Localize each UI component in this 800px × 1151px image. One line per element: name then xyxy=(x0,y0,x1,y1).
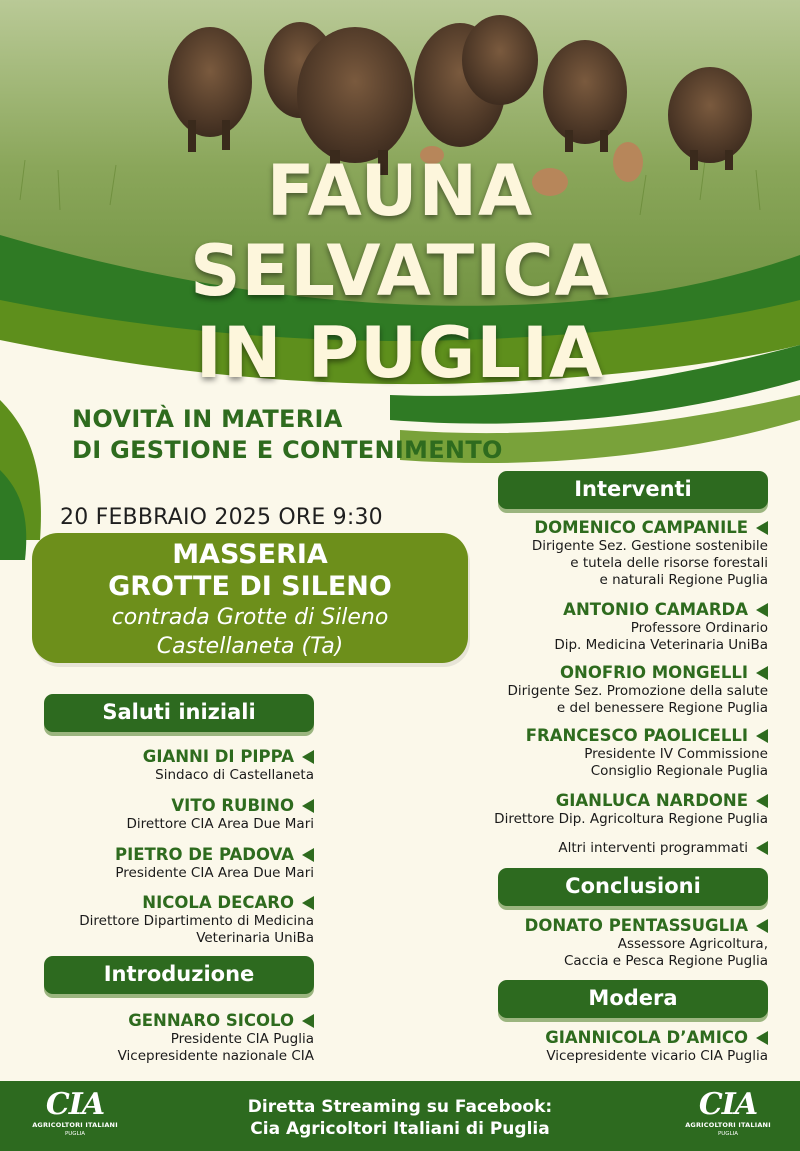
speaker-vito-rubino xyxy=(40,795,314,833)
speaker-name: DONATO PENTASSUGLIA xyxy=(440,915,768,936)
speaker-role: Direttore Dipartimento di Medicina Veterinaria UniBa xyxy=(79,913,314,946)
triangle-marker-icon xyxy=(756,603,768,617)
speaker-giannicola-damico xyxy=(440,1027,768,1065)
speaker-onofrio-mongelli xyxy=(440,662,768,717)
triangle-marker-icon xyxy=(302,750,314,764)
speaker-name: VITO RUBINO xyxy=(40,795,314,816)
venue-name-line-1: MASSERIA xyxy=(172,539,328,570)
speaker-name: DOMENICO CAMPANILE xyxy=(440,517,768,538)
cia-logo-text: AGRICOLTORI ITALIANI xyxy=(685,1121,771,1129)
cia-logo-text: AGRICOLTORI ITALIANI xyxy=(32,1121,118,1129)
speaker-role: Direttore CIA Area Due Mari xyxy=(126,816,314,832)
speaker-name: GIANLUCA NARDONE xyxy=(440,790,768,811)
facebook-page-name: Cia Agricoltori Italiani di Puglia xyxy=(250,1119,550,1139)
speaker-role: Presidente IV Commissione Consiglio Regionale Puglia xyxy=(584,746,768,779)
speaker-gennaro-sicolo xyxy=(40,1010,314,1065)
venue-address-line-2: Castellaneta (Ta) xyxy=(156,634,344,659)
speaker-role: Direttore Dip. Agricoltura Regione Puglia xyxy=(494,811,768,827)
subtitle-line-2: DI GESTIONE E CONTENIMENTO xyxy=(72,436,503,464)
cia-logo-region: PUGLIA xyxy=(64,1131,86,1137)
speaker-name: FRANCESCO PAOLICELLI xyxy=(440,725,768,746)
triangle-marker-icon xyxy=(756,794,768,808)
speaker-role: Dirigente Sez. Gestione sostenibile e tutela delle risorse forestali e naturali Regione Puglia xyxy=(531,538,768,588)
section-header-modera: Modera xyxy=(498,980,768,1018)
speaker-name: PIETRO DE PADOVA xyxy=(40,844,314,865)
speaker-name: GENNARO SICOLO xyxy=(40,1010,314,1031)
other-interventions: Altri interventi programmati xyxy=(440,839,768,857)
cia-logo-region: PUGLIA xyxy=(717,1131,739,1137)
speaker-name: GIANNI DI PIPPA xyxy=(40,746,314,767)
cia-logo xyxy=(30,1089,120,1147)
venue-name-line-2: GROTTE DI SILENO xyxy=(108,571,392,602)
speaker-name: GIANNICOLA D’AMICO xyxy=(440,1027,768,1048)
speaker-francesco-paolicelli xyxy=(440,725,768,780)
triangle-marker-icon xyxy=(756,521,768,535)
triangle-marker-icon xyxy=(756,666,768,680)
triangle-marker-icon xyxy=(302,1014,314,1028)
section-header-saluti: Saluti iniziali xyxy=(44,694,314,732)
title-line-1: FAUNA xyxy=(266,150,534,232)
venue-address-line-1: contrada Grotte di Sileno xyxy=(111,605,389,630)
speaker-role: Sindaco di Castellaneta xyxy=(155,767,314,783)
speaker-role: Professore Ordinario Dip. Medicina Veterinaria UniBa xyxy=(554,620,768,653)
speaker-pietro-de-padova xyxy=(40,844,314,882)
triangle-marker-icon xyxy=(756,1031,768,1045)
section-header-introduzione: Introduzione xyxy=(44,956,314,994)
triangle-marker-icon xyxy=(302,848,314,862)
speaker-domenico-campanile xyxy=(440,517,768,589)
triangle-marker-icon xyxy=(302,799,314,813)
speaker-name: ANTONIO CAMARDA xyxy=(440,599,768,620)
speaker-gianluca-nardone xyxy=(440,790,768,828)
footer xyxy=(0,1081,800,1151)
triangle-marker-icon xyxy=(756,919,768,933)
speaker-name: ONOFRIO MONGELLI xyxy=(440,662,768,683)
section-header-conclusioni: Conclusioni xyxy=(498,868,768,906)
title-line-3: IN PUGLIA xyxy=(195,312,605,394)
speaker-role: Assessore Agricoltura, Caccia e Pesca Regione Puglia xyxy=(563,936,768,969)
cia-logo xyxy=(683,1089,773,1147)
triangle-marker-icon xyxy=(302,896,314,910)
cia-logo-mark: CIA xyxy=(45,1087,105,1122)
title-line-2: SELVATICA xyxy=(190,230,610,312)
venue-box xyxy=(32,533,468,663)
speaker-role: Vicepresidente vicario CIA Puglia xyxy=(546,1048,768,1064)
speaker-gianni-di-pippa xyxy=(40,746,314,784)
speaker-role: Dirigente Sez. Promozione della salute e del benessere Regione Puglia xyxy=(507,683,768,716)
streaming-label: Diretta Streaming su Facebook: xyxy=(247,1097,553,1117)
triangle-marker-icon xyxy=(756,729,768,743)
speaker-name: NICOLA DECARO xyxy=(40,892,314,913)
subtitle-line-1: NOVITÀ IN MATERIA xyxy=(72,405,343,433)
speaker-nicola-decaro xyxy=(40,892,314,947)
section-header-interventi: Interventi xyxy=(498,471,768,509)
cia-logo-mark: CIA xyxy=(698,1087,758,1122)
speaker-donato-pentassuglia xyxy=(440,915,768,970)
speaker-role: Presidente CIA Area Due Mari xyxy=(115,865,314,881)
speaker-role: Presidente CIA Puglia Vicepresidente nazionale CIA xyxy=(117,1031,314,1064)
triangle-marker-icon xyxy=(756,841,768,855)
speaker-antonio-camarda xyxy=(440,599,768,654)
event-datetime: 20 FEBBRAIO 2025 ORE 9:30 xyxy=(60,505,383,530)
